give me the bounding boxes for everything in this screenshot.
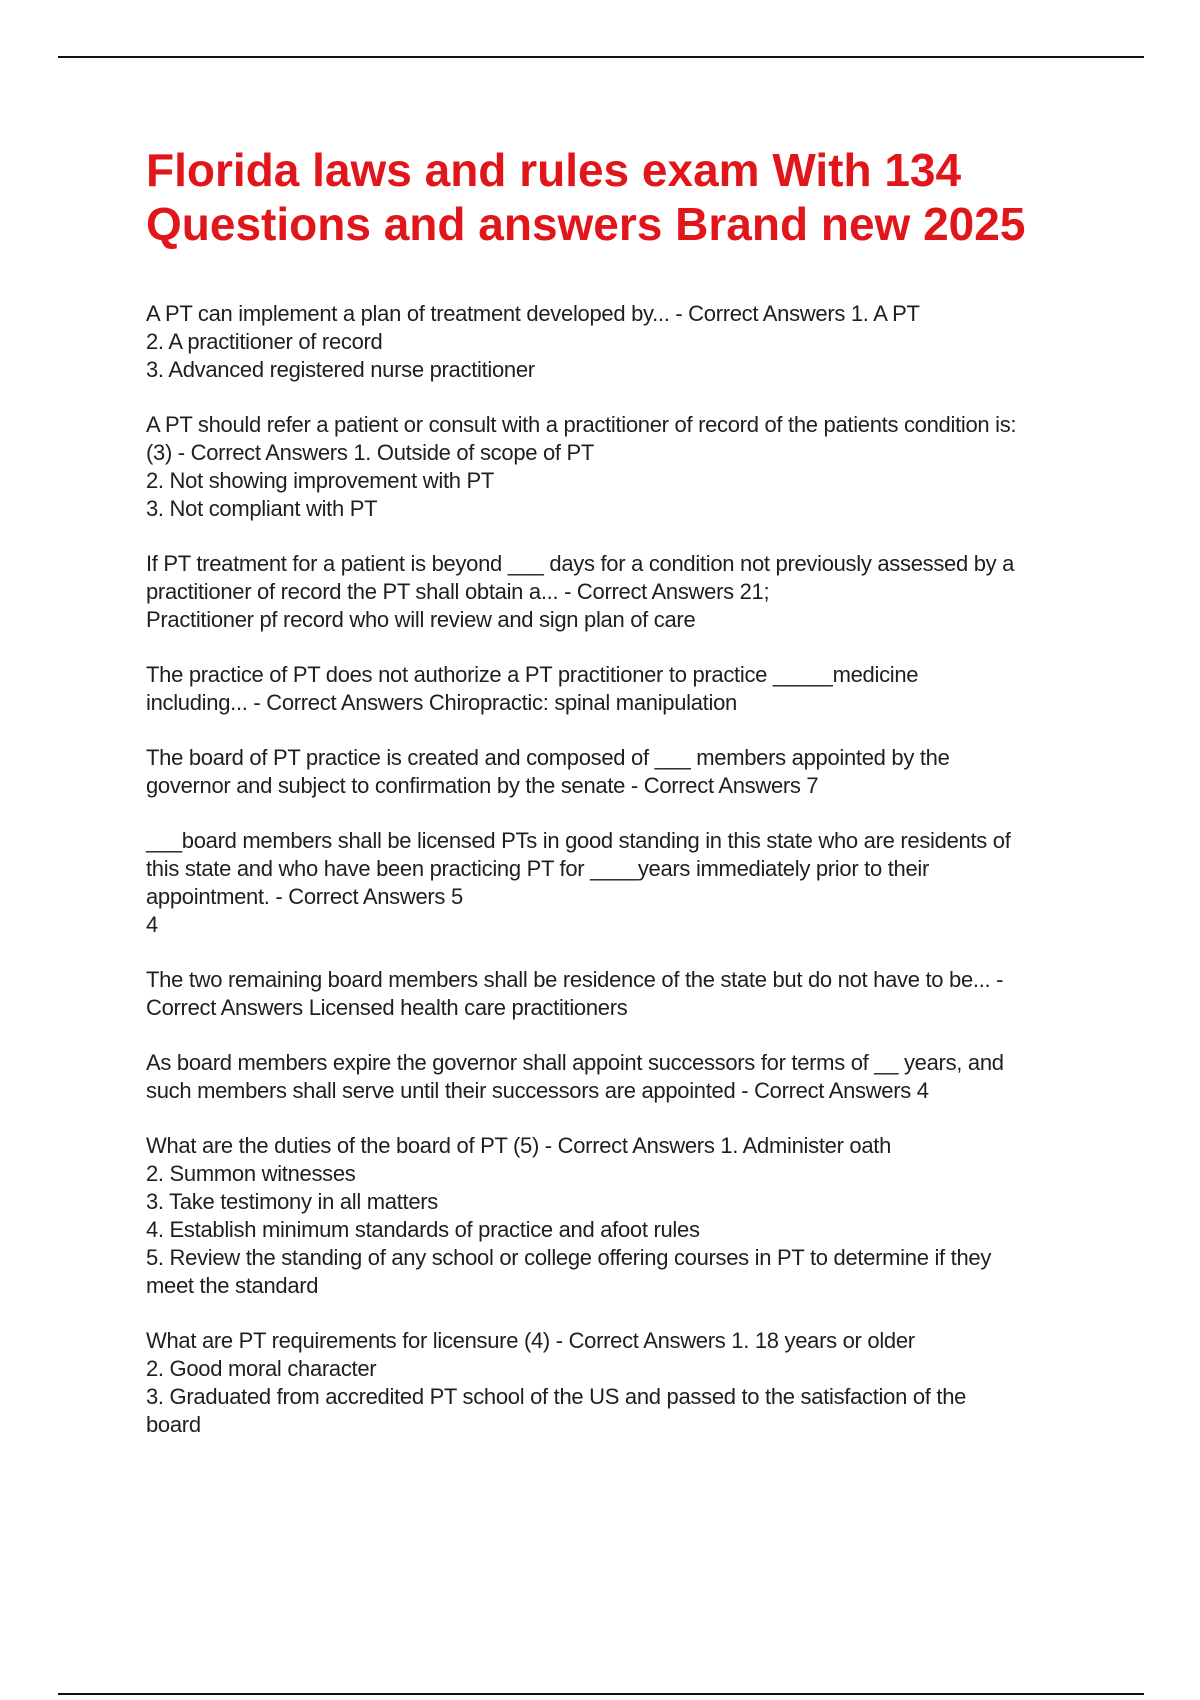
qa-line: 5. Review the standing of any school or college offering courses in PT to determine if they [146,1245,992,1270]
qa-line: 4. Establish minimum standards of practice and afoot rules [146,1217,700,1242]
qa-item [146,827,1096,939]
qa-line: board [146,1412,201,1437]
qa-line: A PT can implement a plan of treatment developed by... - Correct Answers 1. A PT [146,301,920,326]
qa-line: Correct Answers Licensed health care practitioners [146,995,628,1020]
qa-line: 2. Good moral character [146,1356,377,1381]
qa-line: meet the standard [146,1273,319,1298]
qa-line: What are the duties of the board of PT (5) - Correct Answers 1. Administer oath [146,1133,892,1158]
header-rule [58,56,1144,58]
qa-line: The two remaining board members shall be residence of the state but do not have to be... - [146,967,1004,992]
qa-line: governor and subject to confirmation by the senate - Correct Answers 7 [146,773,819,798]
qa-line: The practice of PT does not authorize a PT practitioner to practice _____medicine [146,662,919,687]
qa-line: 4 [146,912,158,937]
qa-item [146,411,1096,523]
qa-line: 3. Take testimony in all matters [146,1189,439,1214]
question-list [146,300,1096,1466]
qa-line: 2. Summon witnesses [146,1161,356,1186]
qa-line: 2. Not showing improvement with PT [146,468,495,493]
qa-line: including... - Correct Answers Chiropractic: spinal manipulation [146,690,737,715]
qa-item [146,300,1096,384]
qa-item [146,1132,1096,1300]
qa-line: If PT treatment for a patient is beyond ___ days for a condition not previously assessed by a [146,551,1015,576]
qa-line: 3. Advanced registered nurse practitioner [146,357,535,382]
document-title [146,143,1106,251]
qa-line: 2. A practitioner of record [146,329,383,354]
qa-line: A PT should refer a patient or consult with a practitioner of record of the patients condition is: [146,412,1017,437]
qa-item [146,661,1096,717]
qa-line: The board of PT practice is created and composed of ___ members appointed by the [146,745,950,770]
qa-line: What are PT requirements for licensure (4) - Correct Answers 1. 18 years or older [146,1328,915,1353]
footer-rule [58,1693,1144,1695]
qa-item [146,1327,1096,1439]
qa-item [146,550,1096,634]
qa-line: practitioner of record the PT shall obtain a... - Correct Answers 21; [146,579,770,604]
title-line-2: Questions and answers Brand new 2025 [146,198,1026,250]
title-line-1: Florida laws and rules exam With 134 [146,144,962,196]
qa-line: Practitioner pf record who will review and sign plan of care [146,607,696,632]
qa-item [146,1049,1096,1105]
qa-line: 3. Graduated from accredited PT school of the US and passed to the satisfaction of the [146,1384,967,1409]
qa-item [146,744,1096,800]
qa-line: such members shall serve until their successors are appointed - Correct Answers 4 [146,1078,929,1103]
qa-line: (3) - Correct Answers 1. Outside of scope of PT [146,440,595,465]
qa-line: appointment. - Correct Answers 5 [146,884,463,909]
qa-item [146,966,1096,1022]
qa-line: As board members expire the governor shall appoint successors for terms of __ years, and [146,1050,1004,1075]
qa-line: ___board members shall be licensed PTs in good standing in this state who are residents of [146,828,1011,853]
qa-line: 3. Not compliant with PT [146,496,378,521]
qa-line: this state and who have been practicing PT for ____years immediately prior to their [146,856,930,881]
